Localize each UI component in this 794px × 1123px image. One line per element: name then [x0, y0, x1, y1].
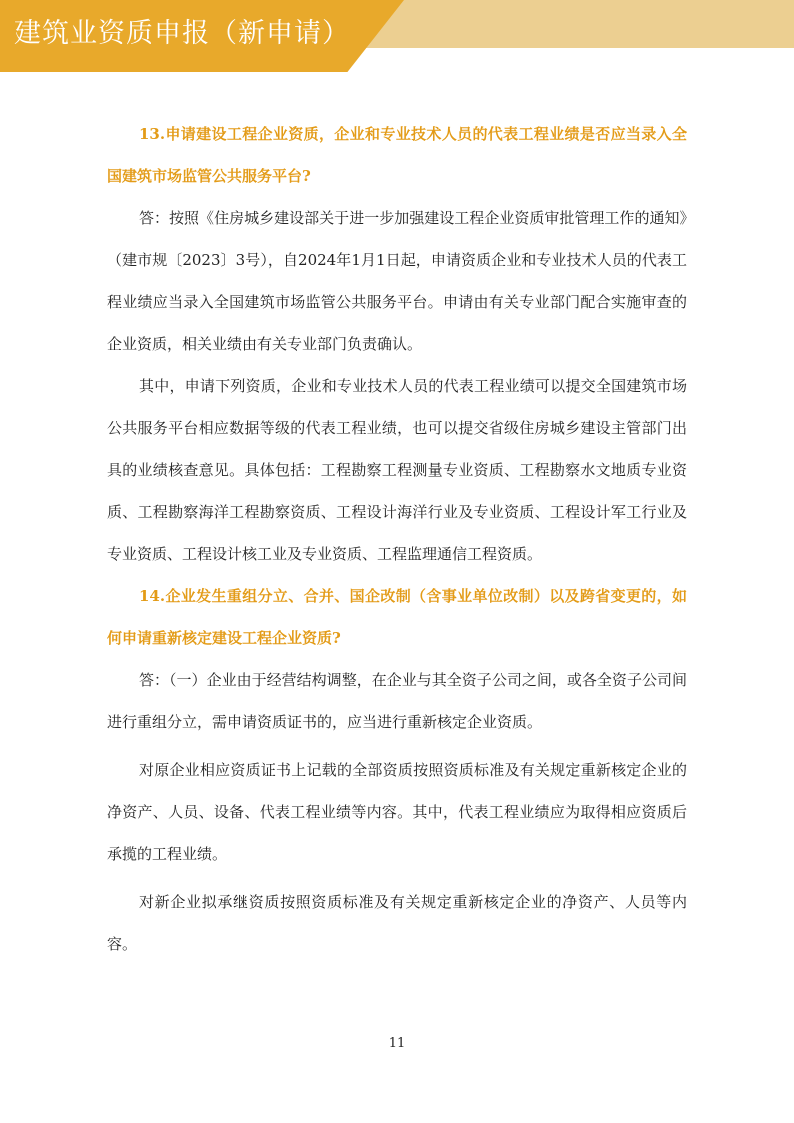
answer-14-paragraph-1: 答：（一）企业由于经营结构调整，在企业与其全资子公司之间，或各全资子公司间进行重组分立，需申请资质证书的，应当进行重新核定企业资质。: [107, 671, 687, 731]
answer-14-paragraph-2: 对原企业相应资质证书上记载的全部资质按照资质标准及有关规定重新核定企业的净资产、人员、设备、代表工程业绩等内容。其中，代表工程业绩应为取得相应资质后承揽的工程业绩。: [107, 761, 687, 863]
answer-13-paragraph-1: 答：按照《住房城乡建设部关于进一步加强建设工程企业资质审批管理工作的通知》（建市规〔2023〕3号），自2024年1月1日起，申请资质企业和专业技术人员的代表工程业绩应当录入全国建筑市场监管公共服务平台。申请由有关专业部门配合实施审查的企业资质，相关业绩由有关专业部门负责确认。: [107, 209, 687, 353]
question-13: 13.申请建设工程企业资质，企业和专业技术人员的代表工程业绩是否应当录入全国建筑市场监管公共服务平台?: [107, 125, 687, 185]
document-body: [107, 113, 687, 965]
question-14: 14.企业发生重组分立、合并、国企改制（含事业单位改制）以及跨省变更的，如何申请重新核定建设工程企业资质?: [107, 587, 687, 647]
answer-13-paragraph-2: 其中，申请下列资质，企业和专业技术人员的代表工程业绩可以提交全国建筑市场公共服务平台相应数据等级的代表工程业绩，也可以提交省级住房城乡建设主管部门出具的业绩核查意见。具体包括：工程勘察工程测量专业资质、工程勘察水文地质专业资质、工程勘察海洋工程勘察资质、工程设计海洋行业及专业资质、工程设计军工行业及专业资质、工程设计核工业及专业资质、工程监理通信工程资质。: [107, 377, 687, 563]
answer-14-paragraph-3: 对新企业拟承继资质按照资质标准及有关规定重新核定企业的净资产、人员等内容。: [107, 893, 687, 953]
page-number: 11: [388, 1036, 406, 1051]
page-title: 建筑业资质申报（新申请）: [14, 18, 350, 49]
header-banner: [0, 0, 794, 72]
